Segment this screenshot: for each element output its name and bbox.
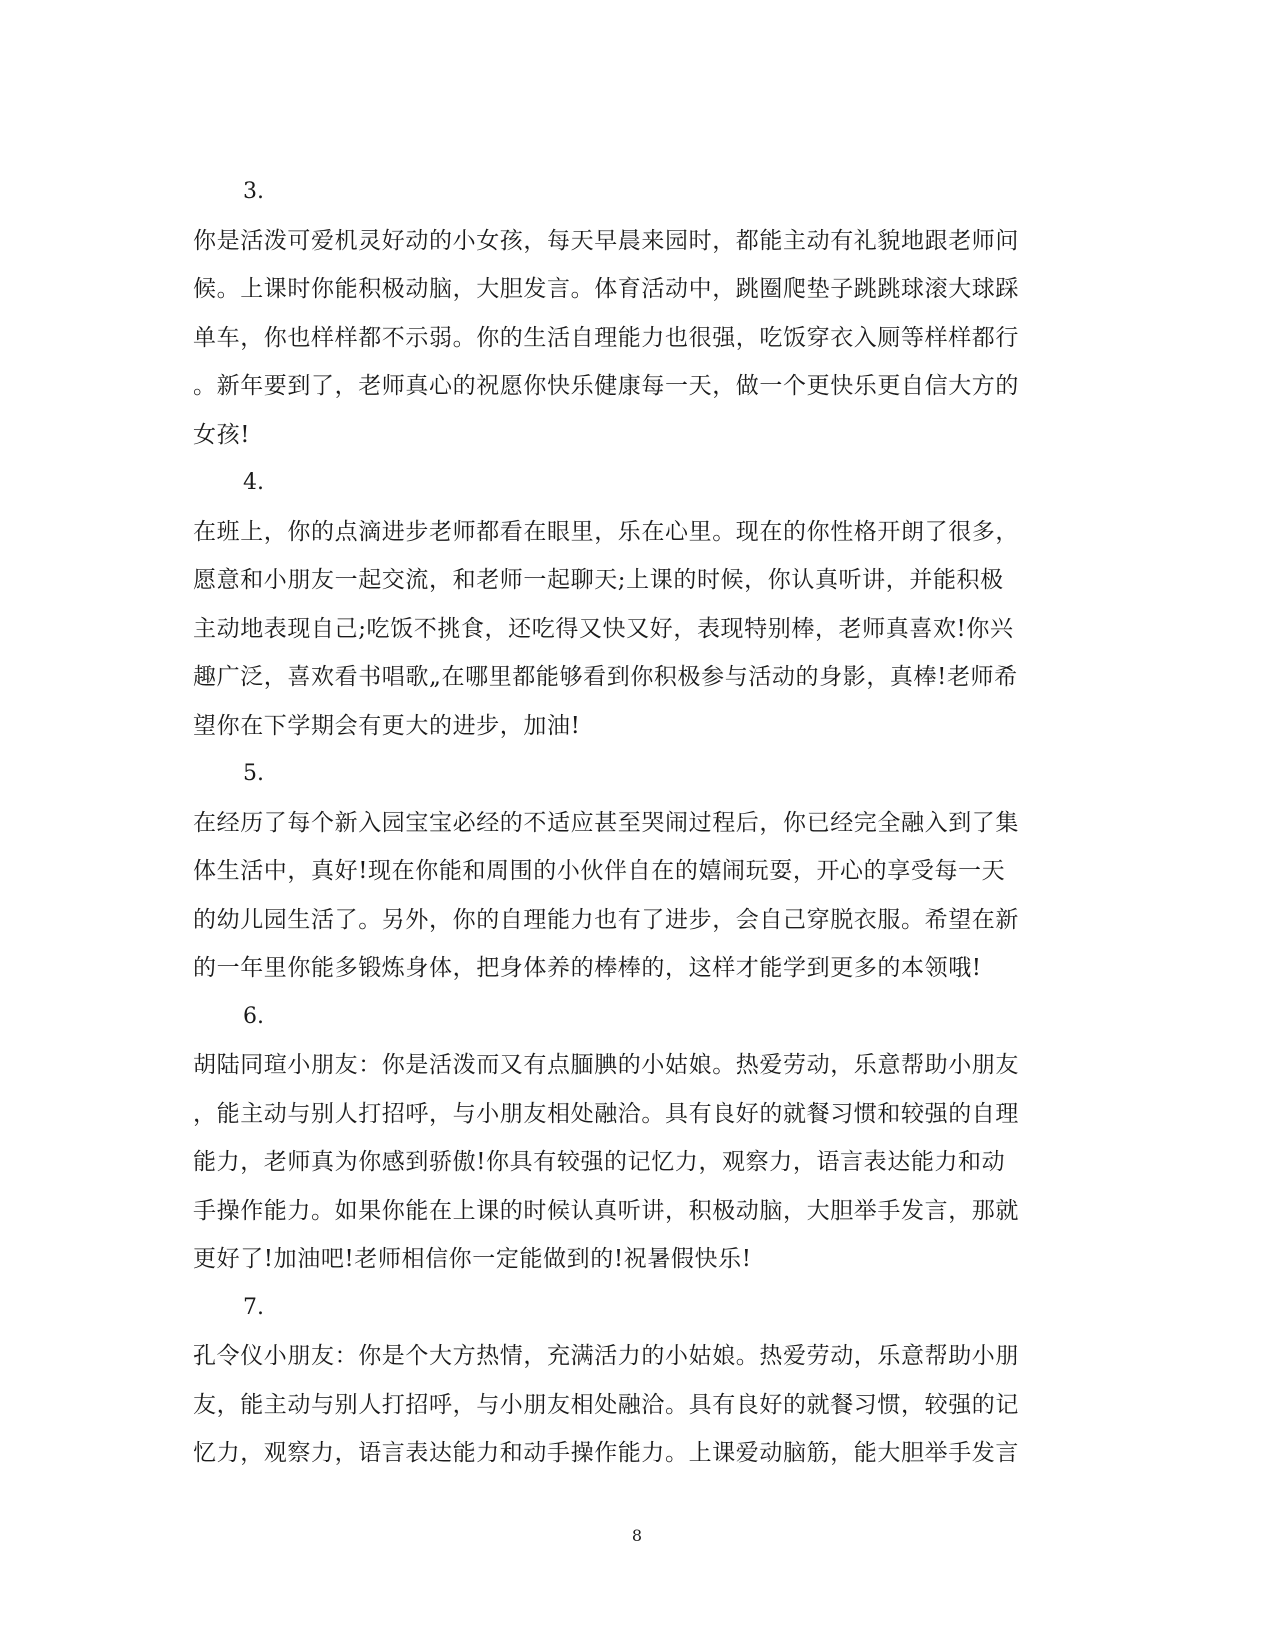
section-5	[193, 750, 1073, 993]
paragraph-line: 女孩!	[193, 421, 251, 448]
paragraph-line: 友，能主动与别人打招呼，与小朋友相处融洽。具有良好的就餐习惯，较强的记	[193, 1391, 1019, 1418]
paragraph-line: 愿意和小朋友一起交流，和老师一起聊天;上课的时候，你认真听讲，并能积极	[193, 567, 1004, 593]
paragraph-line: 的一年里你能多锻炼身体，把身体养的棒棒的，这样才能学到更多的本领哦!	[193, 955, 982, 981]
page-number: 8	[631, 1526, 643, 1545]
section-3	[193, 168, 1073, 459]
paragraph-line: 在班上，你的点滴进步老师都看在眼里，乐在心里。现在的你性格开朗了很多，	[193, 518, 1019, 545]
paragraph-line: ，能主动与别人打招呼，与小朋友相处融洽。具有良好的就餐习惯和较强的自理	[193, 1100, 1019, 1127]
paragraph-line: 体生活中，真好!现在你能和周围的小伙伴自在的嬉闹玩耍，开心的享受每一天	[193, 858, 1006, 884]
section-7	[193, 1284, 1073, 1478]
paragraph-line: 候。上课时你能积极动脑，大胆发言。体育活动中，跳圈爬垫子跳跳球滚大球踩	[193, 276, 1019, 302]
section-number: 5.	[243, 761, 264, 786]
paragraph-line: 胡陆同瑄小朋友：你是活泼而又有点腼腆的小姑娘。热爱劳动，乐意帮助小朋友	[193, 1052, 1019, 1078]
paragraph-line: 的幼儿园生活了。另外，你的自理能力也有了进步，会自己穿脱衣服。希望在新	[193, 906, 1019, 933]
paragraph-line: 单车，你也样样都不示弱。你的生活自理能力也很强，吃饭穿衣入厕等样样都行	[193, 324, 1019, 351]
section-4	[193, 459, 1073, 750]
paragraph-line: 望你在下学期会有更大的进步，加油!	[193, 712, 581, 739]
paragraph-line: 你是活泼可爱机灵好动的小女孩，每天早晨来园时，都能主动有礼貌地跟老师问	[193, 227, 1019, 254]
paragraph-line: 忆力，观察力，语言表达能力和动手操作能力。上课爱动脑筋，能大胆举手发言	[193, 1440, 1019, 1466]
paragraph-line: 主动地表现自己;吃饭不挑食，还吃得又快又好，表现特别棒，老师真喜欢!你兴	[193, 615, 1014, 642]
paragraph-line: 在经历了每个新入园宝宝必经的不适应甚至哭闹过程后，你已经完全融入到了集	[193, 809, 1019, 836]
paragraph-line: 更好了!加油吧!老师相信你一定能做到的!祝暑假快乐!	[193, 1246, 752, 1272]
paragraph-line: 。新年要到了，老师真心的祝愿你快乐健康每一天，做一个更快乐更自信大方的	[193, 373, 1019, 399]
paragraph-line: 能力，老师真为你感到骄傲!你具有较强的记忆力，观察力，语言表达能力和动	[193, 1149, 1006, 1175]
section-number: 7.	[243, 1294, 264, 1320]
paragraph-line: 趣广泛，喜欢看书唱歌„在哪里都能够看到你积极参与活动的身影，真棒!老师希	[193, 664, 1018, 690]
document-body	[193, 168, 1073, 1478]
section-6	[193, 993, 1073, 1284]
section-number: 3.	[243, 179, 264, 204]
section-number: 4.	[243, 470, 264, 495]
paragraph-line: 孔令仪小朋友：你是个大方热情，充满活力的小姑娘。热爱劳动，乐意帮助小朋	[193, 1343, 1019, 1369]
paragraph-line: 手操作能力。如果你能在上课的时候认真听讲，积极动脑，大胆举手发言，那就	[193, 1197, 1019, 1224]
section-number: 6.	[243, 1003, 264, 1029]
